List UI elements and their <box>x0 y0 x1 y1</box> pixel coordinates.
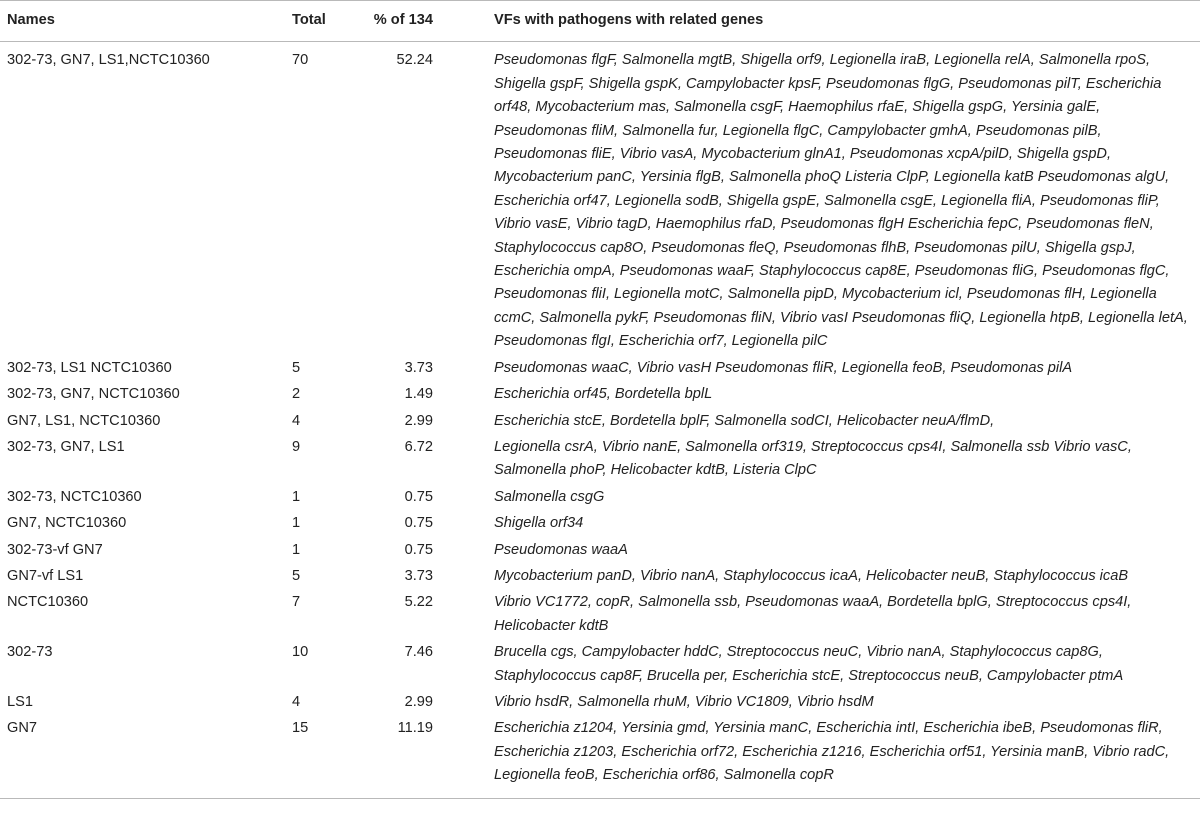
table-row <box>0 715 1200 797</box>
row-names-cell: 302-73, GN7, LS1 <box>7 438 125 455</box>
row-spacer-cell <box>433 434 494 484</box>
row-vfs-cell: Pseudomonas flgF, Salmonella mgtB, Shigella orf9, Legionella iraB, Legionella relA, Salmonella rpoS, Shigella gspF, Shigella gspK, Campylobacter kpsF, Pseudomonas flgG, Pseudomonas pilT, Escherichia orf48, Mycobacterium mas, Salmonella csgF, Haemophilus rfaE, Shigella gspG, Yersinia galE, Pseudomonas fliM, Salmonella fur, Legionella flgC, Campylobacter gmhA, Pseudomonas pilB, Pseudomonas fliE, Vibrio vasA, Mycobacterium glnA1, Pseudomonas xcpA/pilD, Shigella gspD, Mycobacterium panC, Yersinia flgB, Salmonella phoQ Listeria ClpP, Legionella katB Pseudomonas algU, Escherichia orf47, Legionella sodB, Shigella gspE, Salmonella csgE, Legionella fliA, Pseudomonas fliP, Vibrio vasE, Vibrio tagD, Haemophilus rfaD, Pseudomonas flgH Escherichia fepC, Pseudomonas fleN, Staphylococcus cap8O, Pseudomonas fleQ, Pseudomonas flhB, Pseudomonas pilU, Shigella gspJ, Escherichia ompA, Pseudomonas waaF, Staphylococcus cap8E, Pseudomonas fliG, Pseudomonas flgC, Pseudomonas fliI, Legionella motC, Salmonella pipD, Mycobacterium icl, Pseudomonas flH, Legionella ccmC, Salmonella pykF, Pseudomonas fliN, Vibrio vasI Pseudomonas fliQ, Legionella htpB, Legionella letA, Pseudomonas flgI, Escherichia orf7, Legionella pilC <box>494 52 1188 350</box>
row-total-cell: 4 <box>292 412 301 429</box>
table-row <box>0 355 1200 381</box>
row-vfs-cell: Escherichia stcE, Bordetella bplF, Salmonella sodCI, Helicobacter neuA/flmD, <box>494 412 995 429</box>
header-row <box>0 1 1200 42</box>
table-row <box>0 537 1200 563</box>
table-row <box>0 42 1200 355</box>
table-row <box>0 510 1200 536</box>
row-spacer-cell <box>433 689 494 715</box>
row-total-cell: 4 <box>292 693 301 710</box>
row-pct-cell: 52.24 <box>396 52 433 69</box>
bottom-rule <box>0 798 1200 799</box>
row-vfs-cell: Legionella csrA, Vibrio nanE, Salmonella orf319, Streptococcus cps4I, Salmonella ssb Vibrio vasC, Salmonella phoP, Helicobacter kdtB, Listeria ClpC <box>494 438 1132 479</box>
row-spacer-cell <box>433 639 494 689</box>
table-header <box>0 1 1200 42</box>
row-vfs-cell: Pseudomonas waaC, Vibrio vasH Pseudomonas fliR, Legionella feoB, Pseudomonas pilA <box>494 359 1073 376</box>
row-pct-cell: 11.19 <box>397 720 433 737</box>
row-names-cell: LS1 <box>7 693 33 710</box>
row-pct-cell: 2.99 <box>404 412 433 429</box>
row-names-cell: 302-73, GN7, LS1,NCTC10360 <box>7 52 210 69</box>
row-total-cell: 1 <box>292 488 301 505</box>
row-spacer-cell <box>433 510 494 536</box>
row-spacer-cell <box>433 381 494 407</box>
table-row <box>0 434 1200 484</box>
row-total-cell: 10 <box>292 644 309 661</box>
row-pct-cell: 3.73 <box>404 359 433 376</box>
table-row <box>0 689 1200 715</box>
header-vfs: VFs with pathogens with related genes <box>494 1 1200 42</box>
row-pct-cell: 5.22 <box>404 594 433 611</box>
row-spacer-cell <box>433 484 494 510</box>
table-row <box>0 484 1200 510</box>
row-total-cell: 70 <box>292 52 309 69</box>
row-spacer-cell <box>433 589 494 639</box>
row-names-cell: 302-73, GN7, NCTC10360 <box>7 386 180 403</box>
row-names-cell: GN7, LS1, NCTC10360 <box>7 412 161 429</box>
row-total-cell: 15 <box>292 720 309 737</box>
row-vfs-cell: Escherichia orf45, Bordetella bplL <box>494 386 713 403</box>
row-pct-cell: 1.49 <box>404 386 433 403</box>
header-spacer <box>433 1 494 42</box>
row-pct-cell: 0.75 <box>404 515 433 532</box>
row-names-cell: NCTC10360 <box>7 594 89 611</box>
row-names-cell: 302-73, NCTC10360 <box>7 488 142 505</box>
row-vfs-cell: Mycobacterium panD, Vibrio nanA, Staphylococcus icaA, Helicobacter neuB, Staphylococcus icaB <box>494 567 1129 584</box>
row-names-cell: GN7, NCTC10360 <box>7 515 127 532</box>
row-spacer-cell <box>433 537 494 563</box>
row-pct-cell: 6.72 <box>404 438 433 455</box>
row-spacer-cell <box>433 408 494 434</box>
row-total-cell: 9 <box>292 438 301 455</box>
row-names-cell: 302-73-vf GN7 <box>7 541 103 558</box>
row-vfs-cell: Pseudomonas waaA <box>494 541 628 558</box>
table-row <box>0 408 1200 434</box>
row-total-cell: 5 <box>292 359 301 376</box>
row-spacer-cell <box>433 715 494 797</box>
header-total: Total <box>292 1 372 42</box>
row-pct-cell: 0.75 <box>404 488 433 505</box>
row-pct-cell: 3.73 <box>404 567 433 584</box>
row-spacer-cell <box>433 42 494 355</box>
row-names-cell: 302-73, LS1 NCTC10360 <box>7 359 172 376</box>
header-names: Names <box>0 1 292 42</box>
table-row <box>0 589 1200 639</box>
row-vfs-cell: Shigella orf34 <box>494 515 584 532</box>
row-names-cell: GN7 <box>7 720 38 737</box>
row-total-cell: 5 <box>292 567 301 584</box>
header-pct: % of 134 <box>372 1 433 42</box>
table-body <box>0 42 1200 798</box>
row-vfs-cell: Vibrio VC1772, copR, Salmonella ssb, Pseudomonas waaA, Bordetella bplG, Streptococcus cps4I, Helicobacter kdtB <box>494 594 1132 634</box>
row-names-cell: 302-73 <box>7 644 53 661</box>
table-row <box>0 639 1200 689</box>
row-spacer-cell <box>433 355 494 381</box>
row-total-cell: 1 <box>292 515 301 532</box>
row-names-cell: GN7-vf LS1 <box>7 567 84 584</box>
row-vfs-cell: Brucella cgs, Campylobacter hddC, Streptococcus neuC, Vibrio nanA, Staphylococcus cap8G, Staphylococcus cap8F, Brucella per, Escherichia stcE, Streptococcus neuB, Campylobacter ptmA <box>494 644 1124 684</box>
row-total-cell: 1 <box>292 541 301 558</box>
row-pct-cell: 0.75 <box>404 541 433 558</box>
row-total-cell: 2 <box>292 386 301 403</box>
row-vfs-cell: Escherichia z1204, Yersinia gmd, Yersinia manC, Escherichia intI, Escherichia ibeB, Pseudomonas fliR, Escherichia z1203, Escherichia orf72, Escherichia z1216, Escherichia orf51, Yersinia manB, Vibrio radC, Legionella feoB, Escherichia orf86, Salmonella copR <box>494 720 1170 784</box>
table-row <box>0 381 1200 407</box>
row-spacer-cell <box>433 563 494 589</box>
row-total-cell: 7 <box>292 594 301 611</box>
table-row <box>0 563 1200 589</box>
row-vfs-cell: Vibrio hsdR, Salmonella rhuM, Vibrio VC1809, Vibrio hsdM <box>494 693 874 710</box>
row-pct-cell: 7.46 <box>404 644 433 661</box>
row-pct-cell: 2.99 <box>404 693 433 710</box>
row-vfs-cell: Salmonella csgG <box>494 488 605 505</box>
